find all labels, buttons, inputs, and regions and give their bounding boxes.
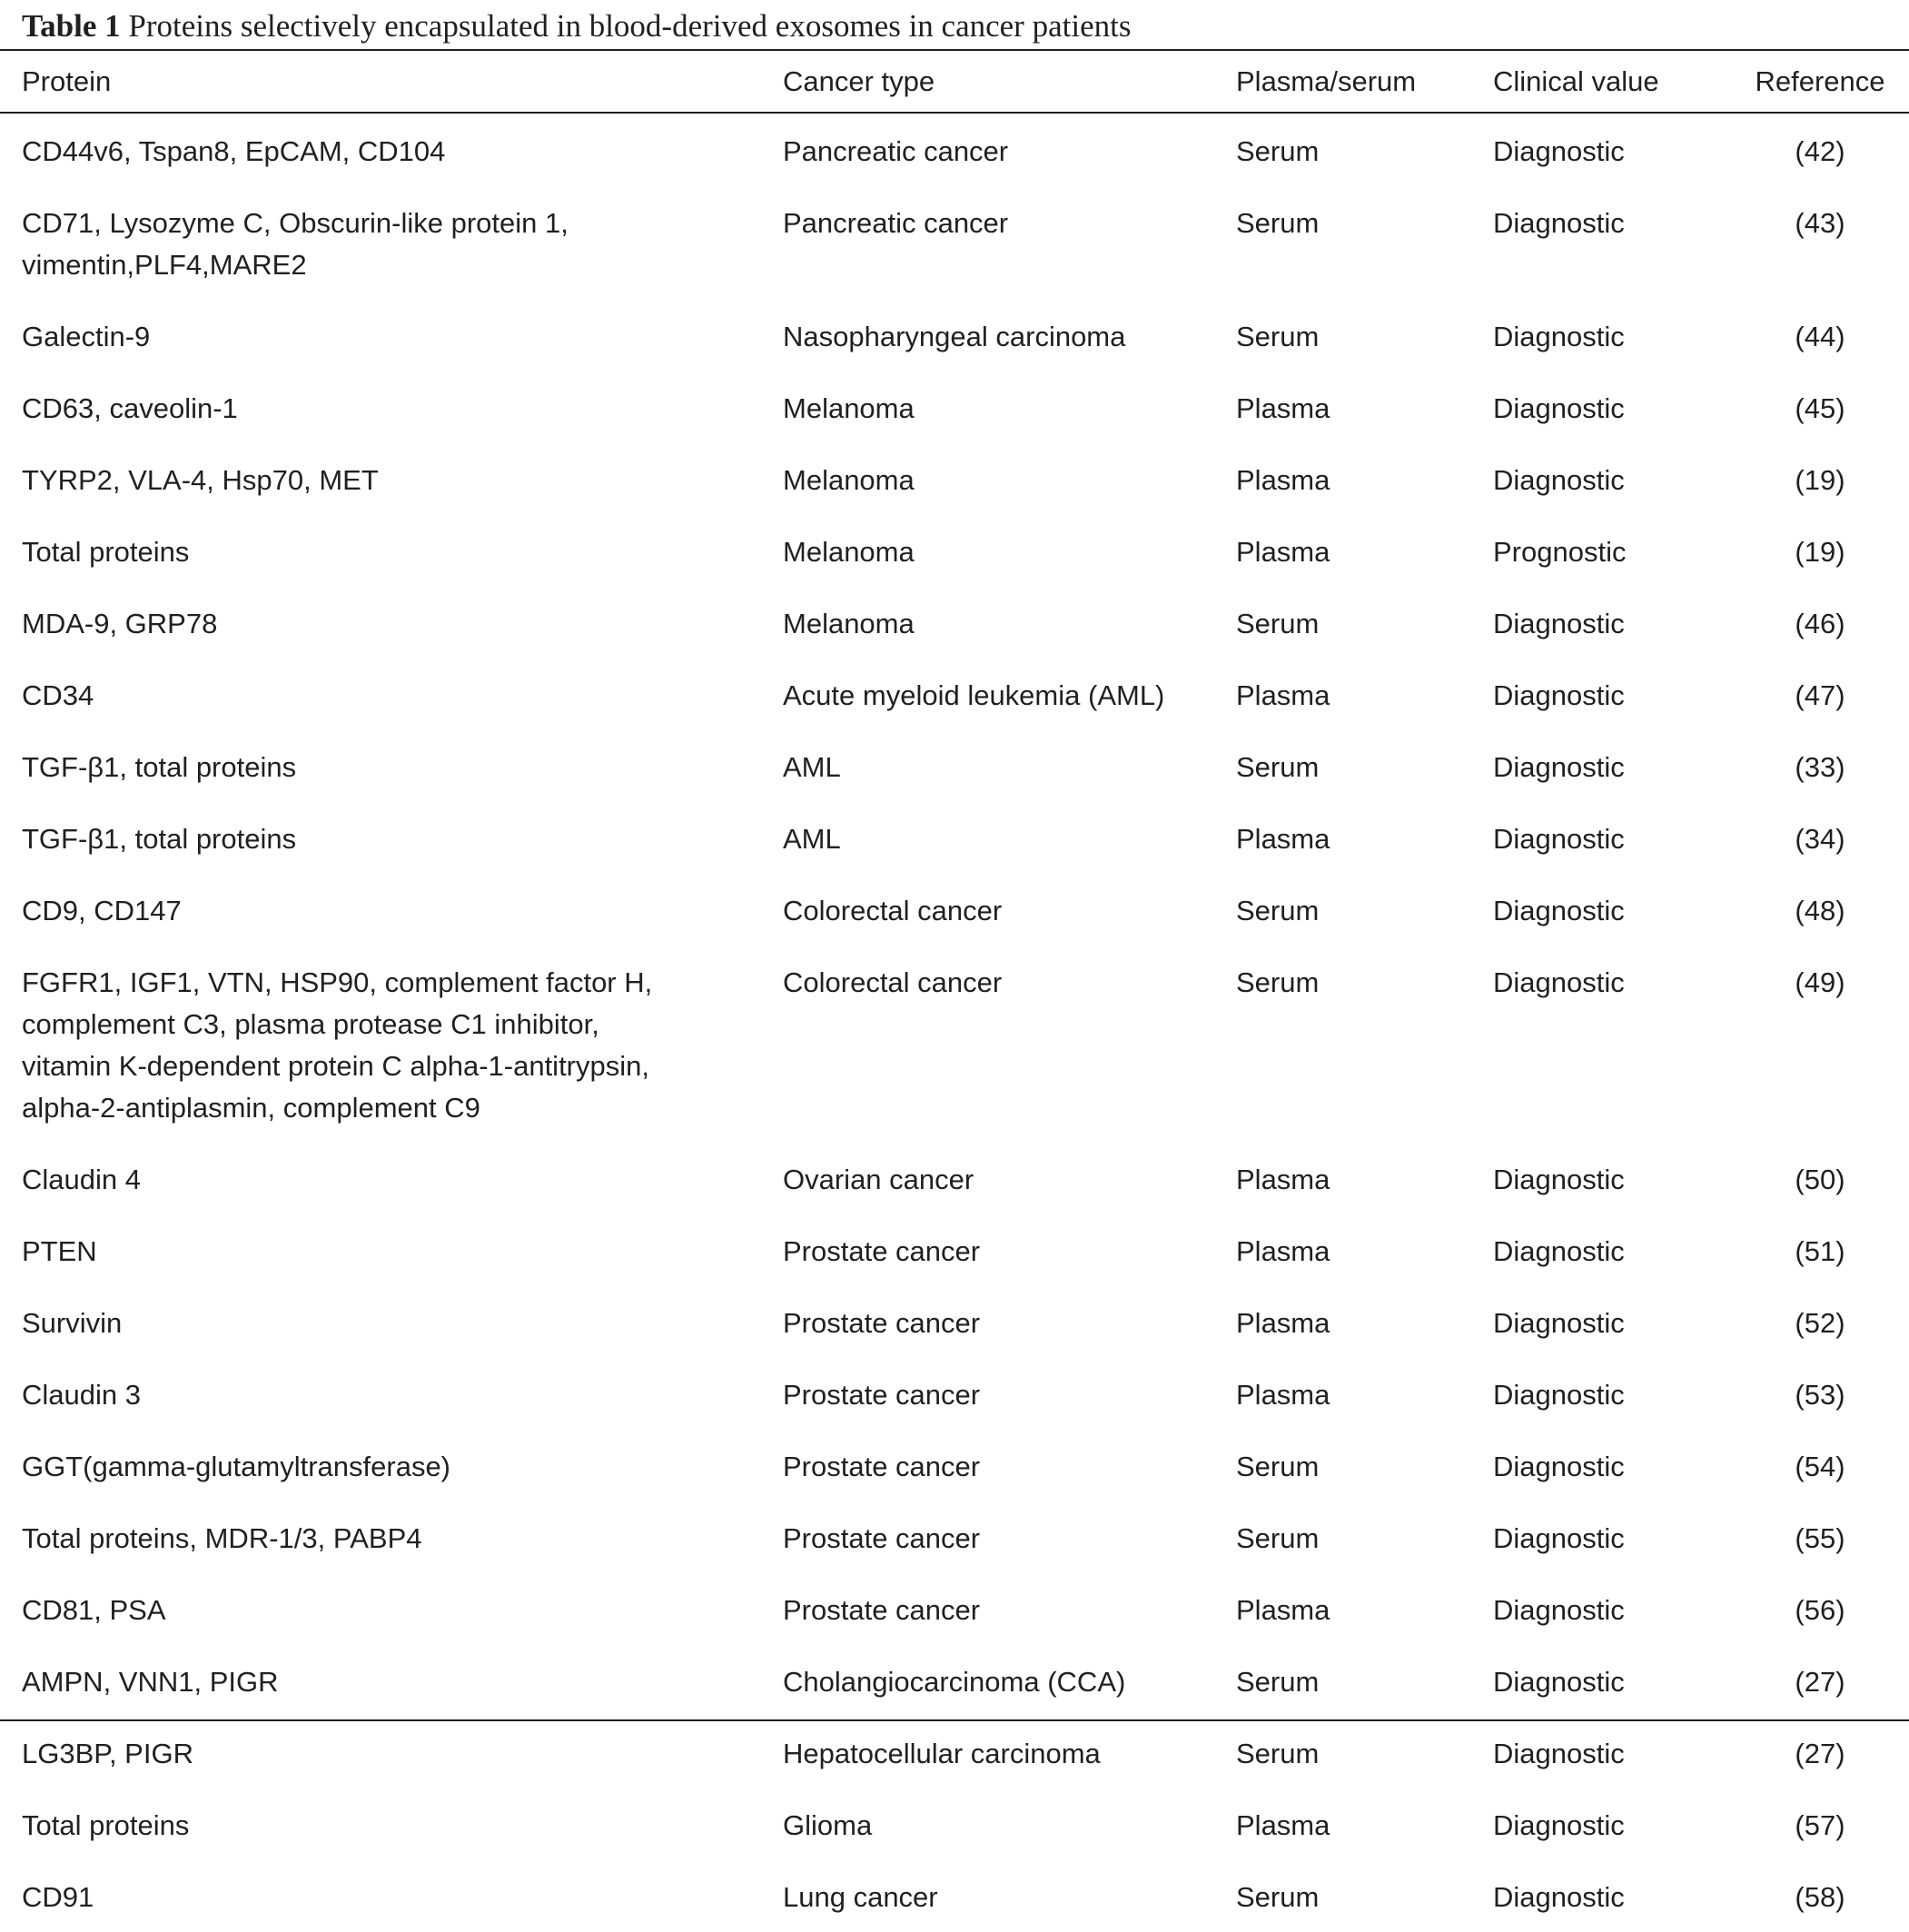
header-clinical-value: Clinical value	[1493, 65, 1659, 97]
cell-cancer-type: Ovarian cancer	[783, 1164, 974, 1195]
cell-cancer-type: Prostate cancer	[783, 1307, 981, 1339]
cell-reference: (43)	[1795, 207, 1845, 239]
table-row	[0, 1645, 1909, 1717]
cell-plasma-serum: Serum	[1236, 1881, 1320, 1913]
cell-reference: (47)	[1795, 679, 1845, 711]
cell-cancer-type: Prostate cancer	[783, 1379, 981, 1411]
cell-cancer-type: AML	[783, 823, 841, 855]
cell-protein-line: Total proteins, MDR-1/3, PABP4	[22, 1522, 422, 1554]
cell-plasma-serum: Plasma	[1236, 1809, 1330, 1841]
cell-clinical-value: Diagnostic	[1493, 966, 1625, 998]
cell-reference: (58)	[1795, 1881, 1845, 1913]
cell-protein	[0, 300, 783, 372]
cell-reference: (19)	[1795, 536, 1845, 568]
table-row	[0, 186, 1909, 300]
table-row	[0, 587, 1909, 659]
cell-protein-line: TYRP2, VLA-4, Hsp70, MET	[22, 464, 379, 496]
cell-cancer-type: Hepatocellular carcinoma	[783, 1738, 1101, 1769]
cell-protein-line: CD71, Lysozyme C, Obscurin-like protein 1,	[22, 207, 569, 239]
cell-reference: (44)	[1795, 321, 1845, 352]
cell-clinical-value: Diagnostic	[1493, 751, 1625, 783]
table-row	[0, 443, 1909, 515]
table-row	[0, 1501, 1909, 1573]
cell-reference: (27)	[1795, 1666, 1845, 1698]
cell-clinical-value: Diagnostic	[1493, 1809, 1625, 1841]
cell-plasma-serum: Plasma	[1236, 392, 1330, 424]
cell-plasma-serum: Plasma	[1236, 1235, 1330, 1267]
cell-protein-line: Total proteins	[22, 536, 190, 568]
cell-cancer-type: Melanoma	[783, 392, 915, 424]
cell-clinical-value: Diagnostic	[1493, 392, 1625, 424]
cell-cancer-type: Pancreatic cancer	[783, 135, 1009, 167]
cell-clinical-value: Diagnostic	[1493, 1235, 1625, 1267]
cell-cancer-type: Prostate cancer	[783, 1522, 981, 1554]
table-row	[0, 1286, 1909, 1358]
cell-plasma-serum: Serum	[1236, 895, 1320, 926]
cell-plasma-serum: Plasma	[1236, 823, 1330, 855]
cell-protein-line: CD9, CD147	[22, 895, 182, 926]
cell-cancer-type: Colorectal cancer	[783, 966, 1003, 998]
cell-protein	[0, 587, 783, 659]
cell-cancer-type: Prostate cancer	[783, 1594, 981, 1626]
cell-protein-line: MDA-9, GRP78	[22, 608, 218, 639]
cell-reference: (57)	[1795, 1809, 1845, 1841]
table-caption-title: Proteins selectively encapsulated in blood-derived exosomes in cancer patients	[128, 8, 1132, 44]
cell-reference: (46)	[1795, 608, 1845, 639]
cell-reference: (55)	[1795, 1522, 1845, 1554]
cell-plasma-serum: Serum	[1236, 1451, 1320, 1482]
table-row	[0, 1358, 1909, 1430]
cell-protein-line: CD63, caveolin-1	[22, 392, 238, 424]
cell-reference: (19)	[1795, 464, 1845, 496]
cell-plasma-serum: Serum	[1236, 966, 1320, 998]
cell-clinical-value: Diagnostic	[1493, 608, 1625, 639]
table-row	[0, 874, 1909, 946]
cell-clinical-value: Diagnostic	[1493, 1451, 1625, 1482]
cell-reference: (27)	[1795, 1738, 1845, 1769]
cell-protein-line: Survivin	[22, 1307, 123, 1339]
cell-plasma-serum: Plasma	[1236, 1164, 1330, 1195]
table-header	[0, 51, 1909, 113]
cell-reference: (42)	[1795, 135, 1845, 167]
cell-reference: (51)	[1795, 1235, 1845, 1267]
cell-protein	[0, 372, 783, 443]
table-row	[0, 300, 1909, 372]
cell-plasma-serum: Serum	[1236, 207, 1320, 239]
cell-protein	[0, 946, 783, 1143]
table-row	[0, 1214, 1909, 1286]
cell-plasma-serum: Serum	[1236, 135, 1320, 167]
table-row	[0, 730, 1909, 802]
header-plasma-serum: Plasma/serum	[1236, 65, 1417, 97]
cell-protein	[0, 1214, 783, 1286]
cell-protein-line: AMPN, VNN1, PIGR	[22, 1666, 279, 1698]
cell-clinical-value: Prognostic	[1493, 536, 1627, 568]
cell-protein-line: TGF-β1, total proteins	[22, 751, 297, 783]
cell-reference: (34)	[1795, 823, 1845, 855]
cell-protein-line: TGF-β1, total proteins	[22, 823, 297, 855]
table-caption-label: Table 1	[22, 8, 121, 44]
cell-protein-line: Total proteins	[22, 1809, 190, 1841]
table-caption	[22, 4, 1131, 49]
cell-protein-line: Galectin-9	[22, 321, 151, 352]
cell-protein	[0, 1573, 783, 1645]
cell-reference: (48)	[1795, 895, 1845, 926]
header-reference: Reference	[1755, 65, 1885, 97]
cell-cancer-type: Nasopharyngeal carcinoma	[783, 321, 1126, 352]
cell-protein	[0, 730, 783, 802]
cell-reference: (50)	[1795, 1164, 1845, 1195]
table-row	[0, 1788, 1909, 1860]
cell-protein-line: alpha-2-antiplasmin, complement C9	[22, 1092, 480, 1124]
cell-clinical-value: Diagnostic	[1493, 321, 1625, 352]
cell-protein	[0, 1717, 783, 1788]
table-row	[0, 1717, 1909, 1788]
cell-clinical-value: Diagnostic	[1493, 823, 1625, 855]
cell-protein	[0, 1645, 783, 1717]
cell-cancer-type: Prostate cancer	[783, 1451, 981, 1482]
cell-clinical-value: Diagnostic	[1493, 464, 1625, 496]
cell-plasma-serum: Serum	[1236, 1666, 1320, 1698]
cell-plasma-serum: Serum	[1236, 1738, 1320, 1769]
cell-reference: (56)	[1795, 1594, 1845, 1626]
table-row	[0, 1573, 1909, 1645]
header-row	[0, 51, 1909, 113]
cell-protein-line: CD44v6, Tspan8, EpCAM, CD104	[22, 135, 446, 167]
cell-cancer-type: Melanoma	[783, 608, 915, 639]
cell-cancer-type: Melanoma	[783, 464, 915, 496]
cell-protein-line: Claudin 3	[22, 1379, 141, 1411]
cell-reference: (54)	[1795, 1451, 1845, 1482]
table-row	[0, 802, 1909, 874]
cell-cancer-type: AML	[783, 751, 841, 783]
cell-protein-line: FGFR1, IGF1, VTN, HSP90, complement factor H,	[22, 966, 653, 998]
cell-clinical-value: Diagnostic	[1493, 1666, 1625, 1698]
cell-clinical-value: Diagnostic	[1493, 1594, 1625, 1626]
cell-clinical-value: Diagnostic	[1493, 1738, 1625, 1769]
cell-cancer-type: Cholangiocarcinoma (CCA)	[783, 1666, 1126, 1698]
cell-protein-line: GGT(gamma-glutamyltransferase)	[22, 1451, 451, 1482]
cell-reference: (49)	[1795, 966, 1845, 998]
cell-protein	[0, 1501, 783, 1573]
cell-clinical-value: Diagnostic	[1493, 1522, 1625, 1554]
cell-cancer-type: Lung cancer	[783, 1881, 938, 1913]
cell-plasma-serum: Serum	[1236, 608, 1320, 639]
cell-protein	[0, 186, 783, 300]
cell-reference: (52)	[1795, 1307, 1845, 1339]
cell-protein	[0, 874, 783, 946]
cell-cancer-type: Acute myeloid leukemia (AML)	[783, 679, 1165, 711]
cell-protein-line: Claudin 4	[22, 1164, 141, 1195]
cell-protein	[0, 1286, 783, 1358]
table-row	[0, 372, 1909, 443]
table-body	[0, 113, 1909, 1932]
cell-protein	[0, 1358, 783, 1430]
cell-reference: (33)	[1795, 751, 1845, 783]
cell-protein-line: vimentin,PLF4,MARE2	[22, 249, 307, 281]
cell-cancer-type: Melanoma	[783, 536, 915, 568]
cell-protein-line: vitamin K-dependent protein C alpha-1-antitrypsin,	[22, 1050, 649, 1082]
cell-reference: (53)	[1795, 1379, 1845, 1411]
cell-plasma-serum: Serum	[1236, 751, 1320, 783]
cell-clinical-value: Diagnostic	[1493, 207, 1625, 239]
cell-clinical-value: Diagnostic	[1493, 895, 1625, 926]
cell-protein-line: CD91	[22, 1881, 94, 1913]
header-protein: Protein	[22, 65, 112, 97]
cell-plasma-serum: Serum	[1236, 321, 1320, 352]
cell-protein	[0, 113, 783, 186]
cell-protein-line: LG3BP, PIGR	[22, 1738, 193, 1769]
cell-protein-line: PTEN	[22, 1235, 97, 1267]
cell-plasma-serum: Plasma	[1236, 464, 1330, 496]
cell-clinical-value: Diagnostic	[1493, 1881, 1625, 1913]
cell-cancer-type: Colorectal cancer	[783, 895, 1003, 926]
table-row	[0, 1143, 1909, 1214]
cell-clinical-value: Diagnostic	[1493, 135, 1625, 167]
cell-plasma-serum: Serum	[1236, 1522, 1320, 1554]
cell-protein-line: complement C3, plasma protease C1 inhibitor,	[22, 1008, 599, 1040]
cell-protein	[0, 1430, 783, 1501]
header-cancer-type: Cancer type	[783, 65, 935, 97]
cell-protein	[0, 659, 783, 730]
cell-plasma-serum: Plasma	[1236, 536, 1330, 568]
cell-protein	[0, 515, 783, 587]
cell-protein	[0, 1860, 783, 1932]
table-row	[0, 113, 1909, 186]
table-row	[0, 1430, 1909, 1501]
data-table	[0, 51, 1909, 1932]
cell-protein-line: CD34	[22, 679, 94, 711]
cell-clinical-value: Diagnostic	[1493, 1164, 1625, 1195]
cell-plasma-serum: Plasma	[1236, 1594, 1330, 1626]
table-row	[0, 659, 1909, 730]
cell-protein	[0, 443, 783, 515]
cell-clinical-value: Diagnostic	[1493, 1307, 1625, 1339]
cell-clinical-value: Diagnostic	[1493, 1379, 1625, 1411]
cell-plasma-serum: Plasma	[1236, 1307, 1330, 1339]
table-row	[0, 946, 1909, 1143]
cell-plasma-serum: Plasma	[1236, 679, 1330, 711]
cell-cancer-type: Pancreatic cancer	[783, 207, 1009, 239]
cell-clinical-value: Diagnostic	[1493, 679, 1625, 711]
cell-cancer-type: Glioma	[783, 1809, 873, 1841]
cell-protein	[0, 1788, 783, 1860]
cell-cancer-type: Prostate cancer	[783, 1235, 981, 1267]
cell-protein-line: CD81, PSA	[22, 1594, 166, 1626]
table-row	[0, 1860, 1909, 1932]
cell-plasma-serum: Plasma	[1236, 1379, 1330, 1411]
cell-reference: (45)	[1795, 392, 1845, 424]
cell-protein	[0, 1143, 783, 1214]
cell-protein	[0, 802, 783, 874]
table-row	[0, 515, 1909, 587]
